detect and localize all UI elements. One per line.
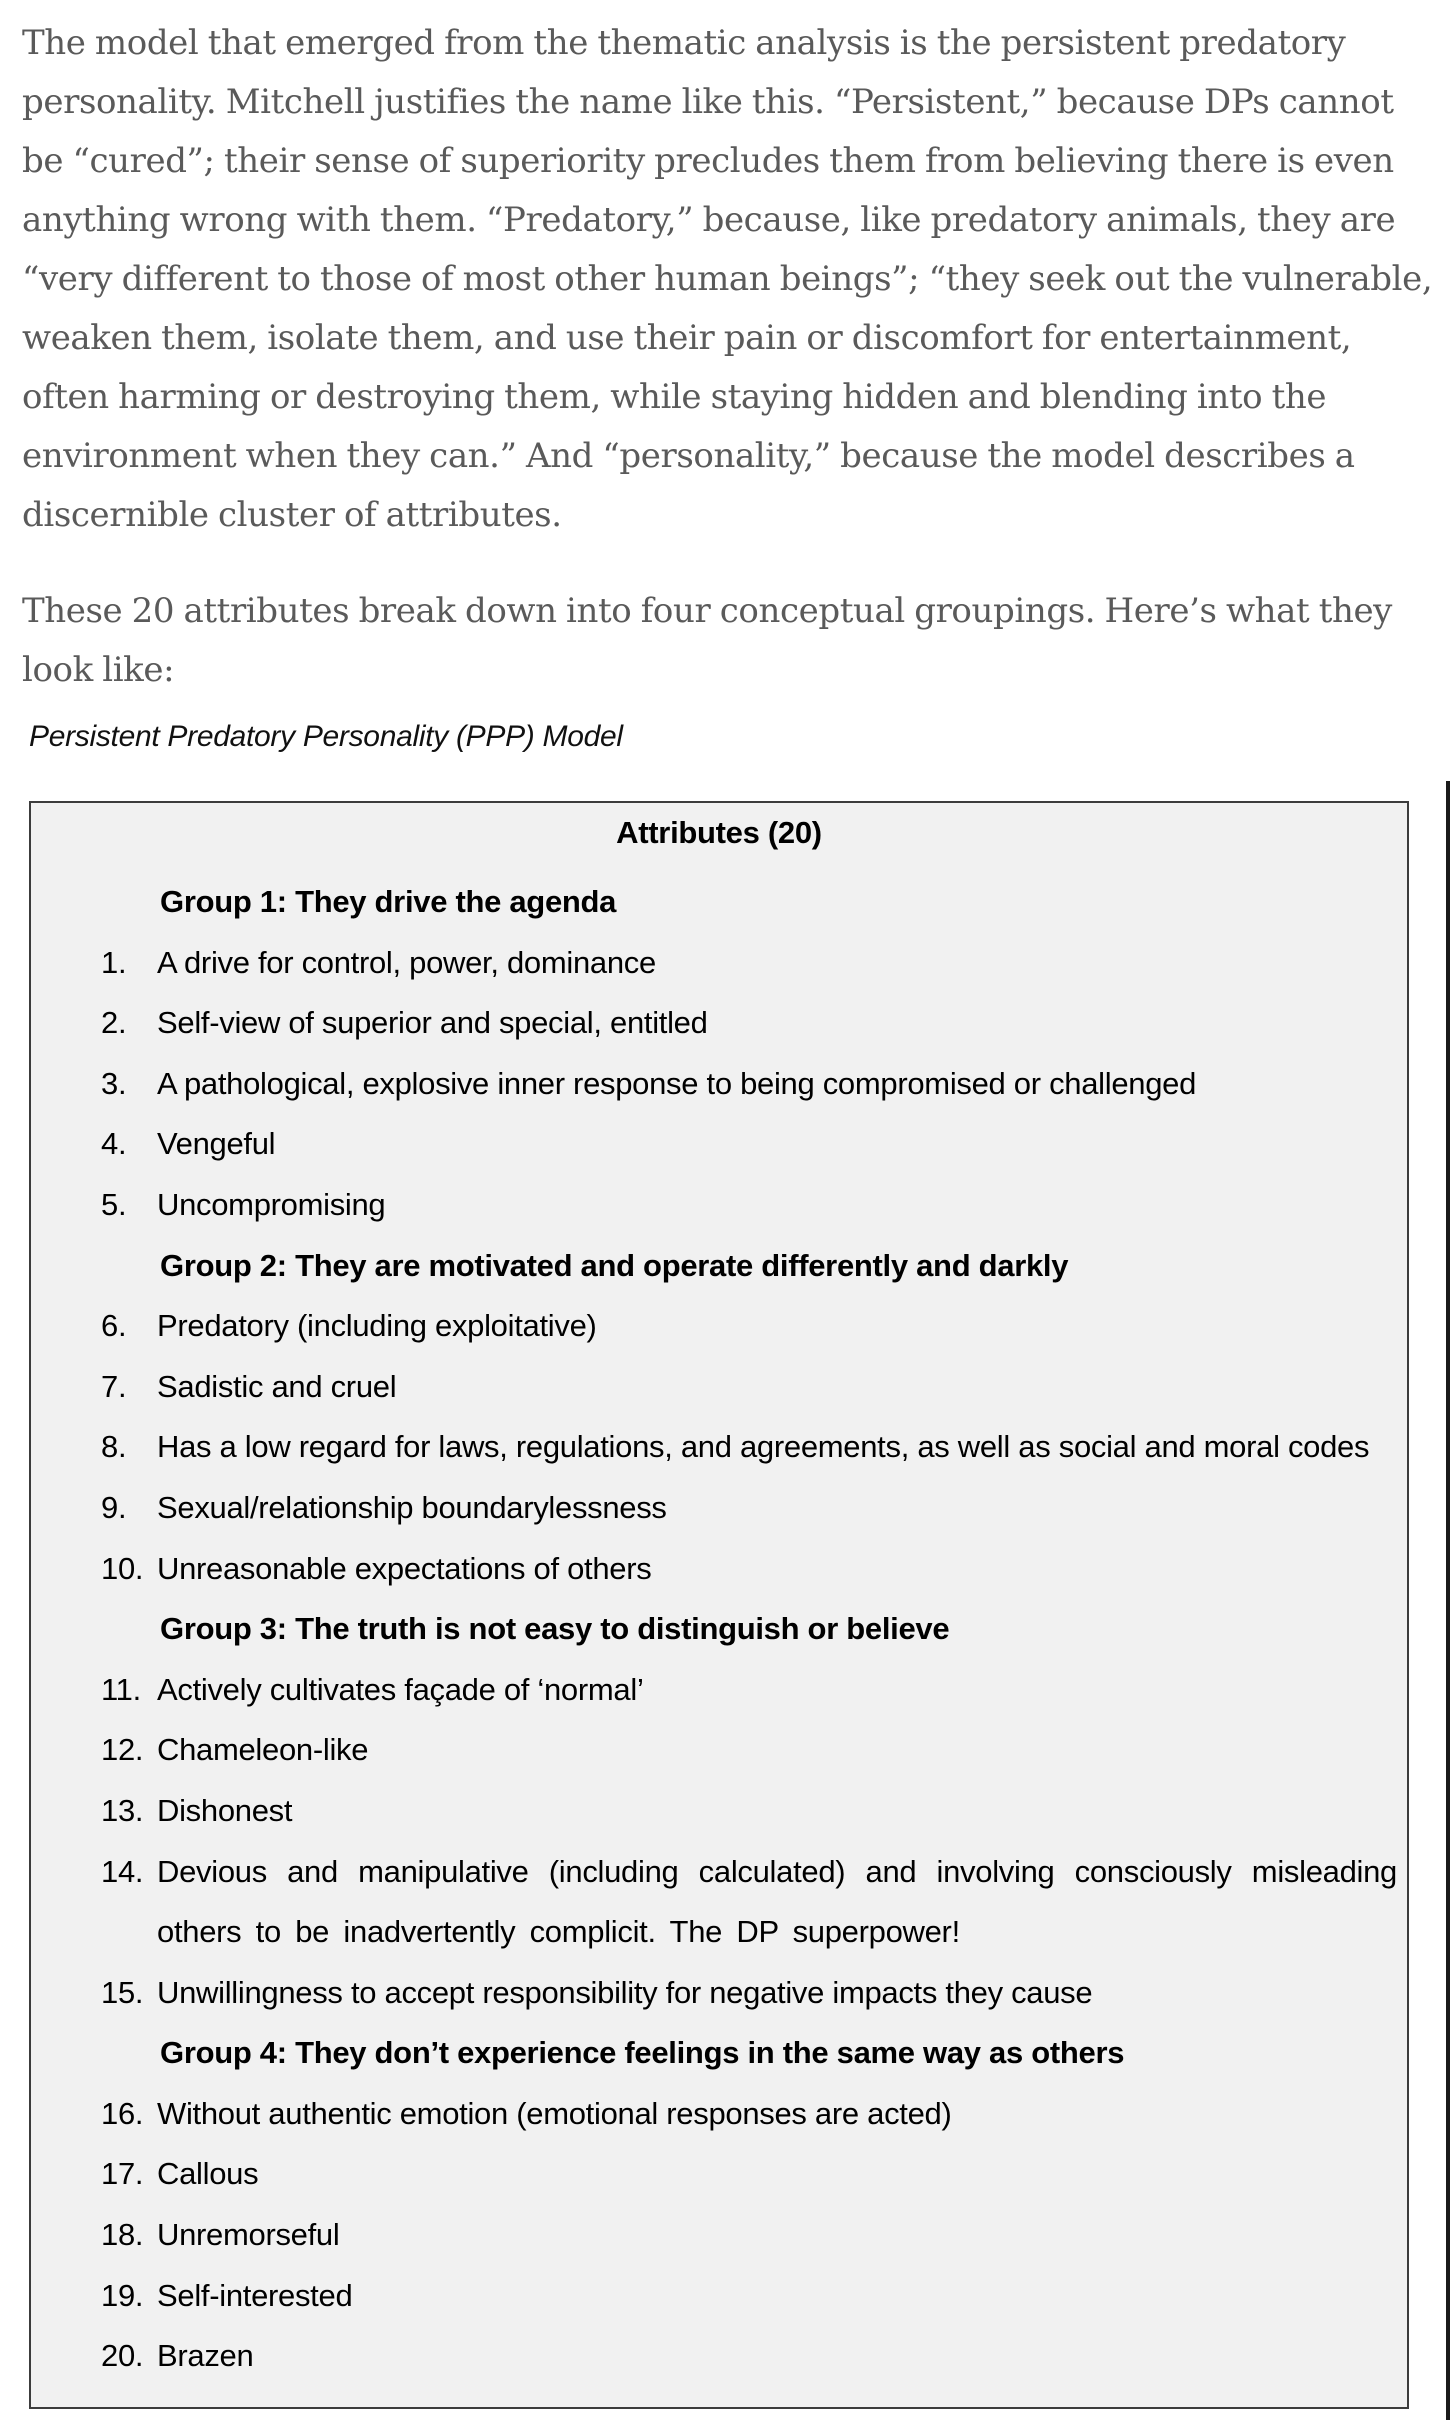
item-text: Predatory (including exploitative) — [157, 1308, 597, 1344]
item-text: Without authentic emotion (emotional responses are acted) — [157, 2095, 952, 2131]
article-paragraph: These 20 attributes break down into four conceptual groupings. Here’s what they look like: — [22, 591, 1392, 690]
list-item — [31, 1478, 1407, 1539]
item-text: A pathological, explosive inner response to being compromised or challenged — [157, 1065, 1197, 1101]
list-item — [31, 1842, 1407, 1963]
list-item — [31, 2326, 1407, 2387]
group-heading: Group 1: They drive the agenda — [160, 884, 617, 919]
item-text: Unwillingness to accept responsibility for negative impacts they cause — [157, 1974, 1093, 2010]
list-item — [31, 1417, 1407, 1478]
list-item — [31, 2084, 1407, 2145]
group-heading: Group 2: They are motivated and operate differently and darkly — [160, 1247, 1069, 1283]
item-number: 12. — [101, 1732, 144, 1768]
item-number: 5. — [101, 1186, 127, 1222]
item-text: Self-view of superior and special, entitled — [157, 1005, 708, 1041]
item-number: 19. — [101, 2277, 144, 2313]
list-item — [31, 2266, 1407, 2327]
attributes-list — [31, 872, 1407, 2387]
list-item — [31, 2205, 1407, 2266]
item-text: Chameleon-like — [157, 1732, 369, 1768]
item-text: Devious and manipulative (including calculated) and involving consciously misleading others to be inadvertently complicit. The DP superpower! — [157, 1853, 1397, 1950]
article-body — [22, 14, 1442, 700]
item-number: 6. — [101, 1308, 127, 1344]
item-number: 9. — [101, 1489, 127, 1525]
item-text: Brazen — [157, 2338, 254, 2374]
item-number: 2. — [101, 1005, 127, 1041]
vertical-divider — [1446, 781, 1450, 2420]
list-item — [31, 1539, 1407, 1600]
item-text: Actively cultivates façade of ‘normal’ — [157, 1671, 644, 1707]
list-item — [31, 1963, 1407, 2024]
list-item — [31, 1054, 1407, 1115]
list-item — [31, 1296, 1407, 1357]
item-text: Sadistic and cruel — [157, 1368, 397, 1404]
item-text: Self-interested — [157, 2277, 353, 2313]
item-number: 3. — [101, 1065, 127, 1101]
list-item — [31, 993, 1407, 1054]
item-number: 7. — [101, 1368, 127, 1404]
item-text: Sexual/relationship boundarylessness — [157, 1489, 667, 1525]
item-number: 18. — [101, 2217, 144, 2253]
article-paragraph: The model that emerged from the thematic analysis is the persistent predatory personality. Mitchell justifies the name like this. “Persistent,” because DPs cannot be “cured”; their sense of superiority precludes them from believing there is even anything wrong with them. “Predatory,” because, like predatory animals, they are “very different to those of most other human beings”; “they seek out the vulnerable, weaken them, isolate them, and use their pain or discomfort for entertainment, often harming or destroying them, while staying hidden and blending into the environment when they can.” And “personality,” because the model describes a discernible cluster of attributes. — [22, 23, 1433, 535]
item-number: 16. — [101, 2095, 144, 2131]
item-number: 17. — [101, 2156, 144, 2192]
item-text: Uncompromising — [157, 1186, 386, 1222]
list-item — [31, 1781, 1407, 1842]
list-item — [31, 1114, 1407, 1175]
list-item — [31, 1357, 1407, 1418]
item-text: Vengeful — [157, 1126, 276, 1162]
group-heading: Group 4: They don’t experience feelings in the same way as others — [160, 2035, 1125, 2071]
item-number: 13. — [101, 1792, 144, 1828]
item-number: 20. — [101, 2338, 144, 2374]
item-text: Unreasonable expectations of others — [157, 1550, 652, 1586]
group-heading: Group 3: The truth is not easy to distinguish or believe — [160, 1611, 950, 1647]
list-item — [31, 1175, 1407, 1236]
figure-caption: Persistent Predatory Personality (PPP) Model — [29, 720, 623, 753]
item-number: 14. — [101, 1853, 144, 1889]
item-text: Callous — [157, 2156, 259, 2192]
item-number: 4. — [101, 1126, 127, 1162]
item-text: Has a low regard for laws, regulations, and agreements, as well as social and moral codes — [157, 1429, 1370, 1465]
item-number: 10. — [101, 1550, 144, 1586]
list-item — [31, 1720, 1407, 1781]
table-title: Attributes (20) — [616, 815, 822, 850]
list-item — [31, 2144, 1407, 2205]
item-text: Dishonest — [157, 1792, 293, 1828]
item-number: 11. — [101, 1671, 141, 1707]
item-text: A drive for control, power, dominance — [157, 944, 656, 980]
attributes-table — [29, 801, 1409, 2409]
item-number: 8. — [101, 1429, 127, 1465]
item-number: 1. — [101, 944, 127, 980]
list-item — [31, 933, 1407, 994]
item-number: 15. — [101, 1974, 144, 2010]
item-text: Unremorseful — [157, 2217, 340, 2253]
list-item — [31, 1660, 1407, 1721]
